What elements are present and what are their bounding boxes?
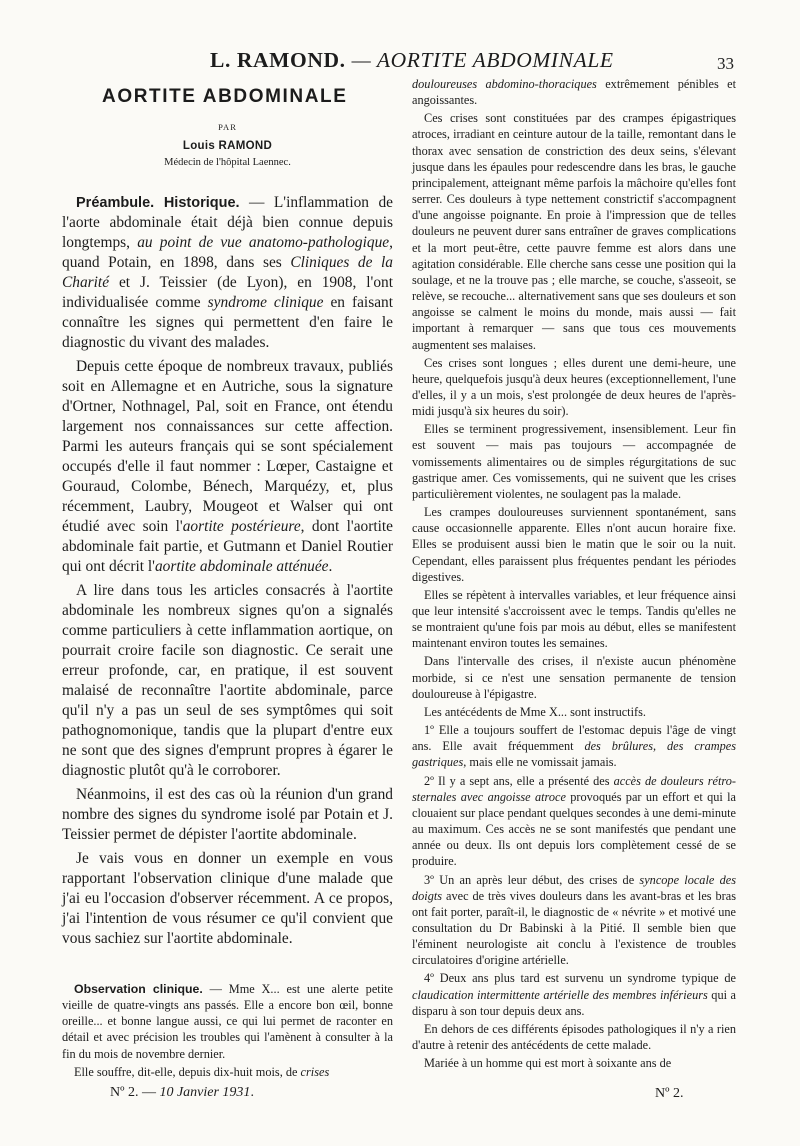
paragraph-crises: Ces crises sont constituées par des crampes épigastriques atroces, irradiant en ceinture autour de la taille, remontant dans le thorax avec sensation de constriction des deux seins, s'élevant jusque dans les épaules pour redescendre dans les bras, le gauche principalement, atteignant même parfois la mâchoire qu'elles font serrer. Ces douleurs à type nettement constrictif s'accompagnent d'une angoisse poignante. En proie à l'impression que de telles douleurs ne peuvent durer sans entraîner de graves complications et la mort peut-être, cette pauvre femme est alors dans une agitation considérable. Elle cherche sans cesse une position qui la soulage, et ne la trouve pas ; elle marche, se couche, s'asseoit, se relève, se recouche... alternativement sans que ses douleurs et son angoisse se calment le moins du monde, mais aussi — fait important à remarquer — sans que tous ces mouvements augmentent ses malaises. [412, 111, 736, 352]
paragraph-terminent: Elles se terminent progressivement, insensiblement. Leur fin est souvent — mais pas toujours — accompagnée de vomissements alimentaires ou de simples régurgitations de suc gastrique amer. Ces vomissements, qui ne suivent que les crises particulièrement violentes, ne soulagent pas la malade. [412, 422, 736, 501]
antecedent-item-3: 3º Un an après leur début, des crises de syncope locale des doigts avec de très vives douleurs dans les avant-bras et les bras ont fait porter, paraît-il, le diagnostic de « névrite » et motivé une consultation du Dr Babinski à la Pitié. Il semble bien que l'éminent neurologiste ait conclu à l'existence de troubles circulatoires d'origine artérielle. [412, 872, 736, 968]
paragraph-diagnostic: A lire dans tous les articles consacrés à l'aortite abdominale les nombreux signes qu'on a signalés comme particuliers à cette inflammation aortique, on pourrait croire facile son diagnostic. Ce serait une erreur profonde, car, en pratique, il est souvent malaisé de reconnaître l'aortite abdominale, parce qu'il n'y a pas un seul de ses symptômes qui soit pathognomonique, tandis que la plupart d'entre eux ne sont que des signes d'emprunt propres à égarer le diagnostic plutôt qu'à le corroborer. [62, 582, 393, 779]
section-heading-observation: Observation clinique. [74, 982, 203, 996]
antecedent-item-4: 4º Deux ans plus tard est survenu un syndrome typique de claudication intermittente artérielle des membres inférieurs qui a disparu à son tour depuis deux ans. [412, 971, 736, 1018]
paragraph-observation: Observation clinique. — Mme X... est une alerte petite vieille de quatre-vingts ans passés. Elle a encore bon œil, bonne oreille... et bonne langue aussi, ce qui lui permet de raconter en détail et avec précision les troubles qui l'amènent à consulter à la fin du mois de novembre dernier. [62, 982, 393, 1061]
left-column [62, 80, 393, 1080]
section-heading-preambule: Préambule. Historique. [76, 195, 240, 211]
paragraph-travaux: Depuis cette époque de nombreux travaux, publiés soit en Allemagne et en Autriche, sous la signature d'Ortner, Nothnagel, Pal, soit en France, ont étendu largement nos connaissances sur cette affection. Parmi les auteurs français qui se sont spécialement occupés d'elle il faut nommer : Lœper, Castaigne et Gouraud, Colombe, Bénech, Marquézy, et, plus récemment, Laubry, Mougeot et Walser qui ont étudié avec soin l'aortite postérieure, dont l'aortite abdominale fait partie, et Gutmann et Daniel Routier qui ont décrit l'aortite abdominale atténuée. [62, 358, 394, 575]
paragraph-repetent: Elles se répètent à intervalles variables, et leur fréquence ainsi que leur intensité s'accroissent avec le temps. Tandis qu'elles ne se montraient qu'une fois par mois au début, elles se manifestent maintenant environ toutes les semaines. [412, 587, 736, 651]
paragraph-exemple: Je vais vous en donner un exemple en vous rapportant l'observation clinique d'une malade que j'ai eu l'occasion d'observer récemment. A ce propos, j'ai l'intention de vous résumer ce qu'il convient que vous sachiez sur l'aortite abdominale. [62, 850, 393, 947]
paragraph-intervalle: Dans l'intervalle des crises, il n'existe aucun phénomène morbide, si ce n'est une sensation permanente de tension douloureuse à l'épigastre. [412, 654, 736, 701]
running-author: L. RAMOND. [210, 48, 346, 72]
paragraph-antecedents: Les antécédents de Mme X... sont instructifs. [424, 704, 646, 719]
footer-signature: Nº 2. [655, 1086, 684, 1101]
paragraph-continuation: douloureuses abdomino-thoraciques extrêmement pénibles et angoissantes. [412, 77, 736, 108]
observation-block [62, 981, 393, 1080]
footer-issue: Nº 2. — 10 Janvier 1931. [110, 1085, 254, 1100]
paragraph-preambule: Préambule. Historique. — L'inflammation de l'aorte abdominale était déjà bien connue depuis longtemps, au point de vue anatomo-pathologique, quand Potain, en 1898, dans ses Cliniques de la Charité et J. Teissier (de Lyon), en 1908, l'ont individualisée comme syndrome clinique en faisant connaître les signes qui permettent d'en faire le diagnostic du vivant des malades. [62, 194, 393, 351]
byline-affiliation: Médecin de l'hôpital Laennec. [164, 157, 291, 168]
running-topic: — AORTITE ABDOMINALE [345, 48, 614, 72]
antecedent-item-1: 1º Elle a toujours souffert de l'estomac depuis l'âge de vingt ans. Elle avait fréquemment des brûlures, des crampes gastriques, mais elle ne vomissait jamais. [412, 723, 736, 770]
paragraph-neanmoins: Néanmoins, il est des cas où la réunion d'un grand nombre des signes du syndrome isolé par Potain et J. Teissier permet de dépister l'aortite abdominale. [62, 786, 393, 843]
paragraph-dehors: En dehors de ces différents épisodes pathologiques il n'y a rien d'autre à retenir des antécédents de cette malade. [412, 1021, 736, 1053]
right-column [412, 76, 736, 1071]
antecedent-item-2: 2º Il y a sept ans, elle a présenté des accès de douleurs rétro-sternales avec angoisse atroce provoqués par un effort et qui la clouaient sur place pendant quelques secondes à une demi-minute au maximum. Ces accès ne se sont manifestés que pendant une année ou deux. Ils ont depuis lors complètement cessé de se produire. [412, 773, 736, 869]
byline-par: PAR [218, 122, 237, 132]
byline-author: Louis RAMOND [182, 140, 273, 152]
running-title [210, 48, 614, 73]
paragraph-mariee: Mariée à un homme qui est mort à soixante ans de [424, 1056, 672, 1071]
paragraph-crampes: Les crampes douloureuses surviennent spontanément, sans cause occasionnelle apparente. Elles n'ont aucun horaire fixe. Elles se produisent aussi bien le matin que le soir ou la nuit. Cependant, elles paraissent plus fréquentes pendant les périodes digestives. [412, 505, 736, 584]
running-header [0, 42, 800, 78]
paragraph-souffre: Elle souffre, dit-elle, depuis dix-huit mois, de crises [74, 1064, 330, 1079]
paragraph-longues: Ces crises sont longues ; elles durent une demi-heure, une heure, quelquefois jusqu'à deux heures (exceptionnellement, l'une d'elles, il y a un mois, s'est prolongée de deux heures de l'après-midi jusqu'à six heures du soir). [412, 355, 736, 419]
article-title: AORTITE ABDOMINALE [102, 86, 348, 107]
page-number: 33 [717, 54, 734, 73]
